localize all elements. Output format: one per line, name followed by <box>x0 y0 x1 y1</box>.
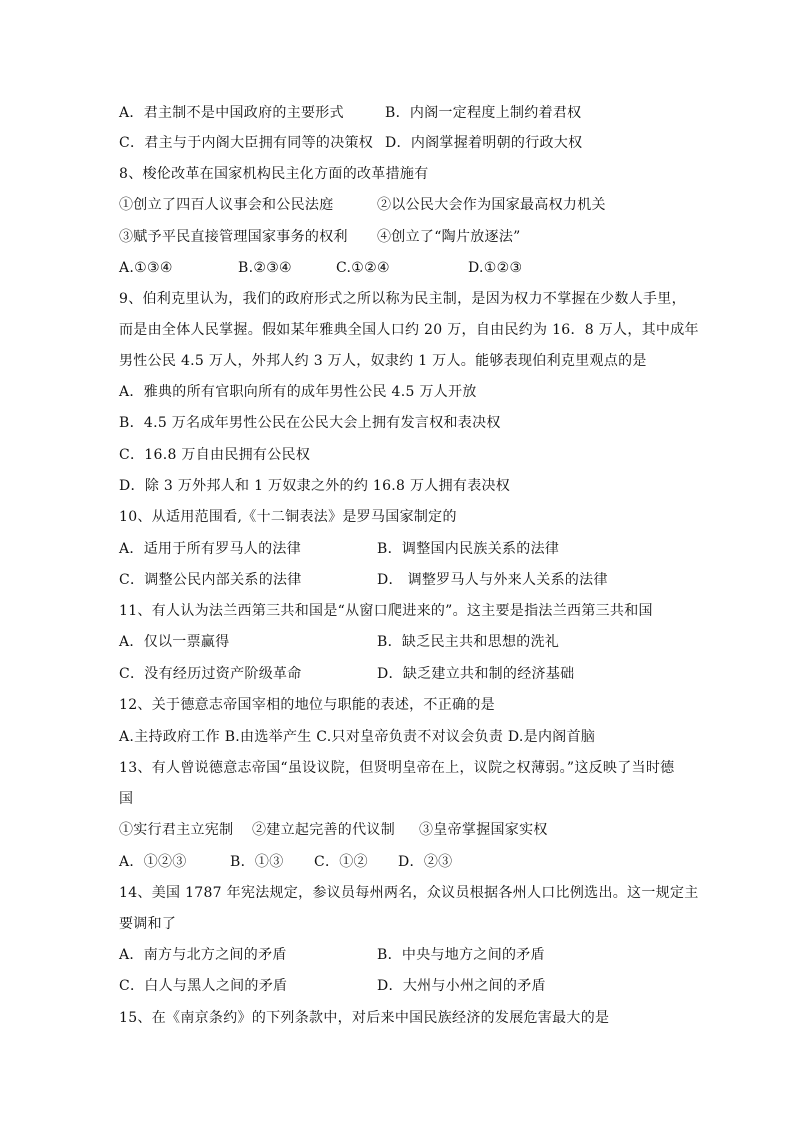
option-d: D．缺乏建立共和制的经济基础 <box>377 666 575 682</box>
option-b: B．4.5 万名成年男性公民在公民大会上拥有发言权和表决权 <box>119 415 501 431</box>
question-9-stem: 而是由全体人民掌握。假如某年雅典全国人口约 20 万，自由民约为 16．8 万人，其中成年 <box>119 322 699 338</box>
option-c: C.①②④ <box>336 260 390 276</box>
option-d: D．②③ <box>398 854 453 870</box>
option-d: D．除 3 万外邦人和 1 万奴隶之外的约 16.8 万人拥有表决权 <box>119 478 511 494</box>
option-a: A．雅典的所有官职向所有的成年男性公民 4.5 万人开放 <box>119 384 477 400</box>
option-b: B．①③ <box>230 854 284 870</box>
option-a: A．仅以一票赢得 <box>119 634 230 650</box>
option-a: A.①③④ <box>119 260 173 276</box>
question-9-stem: 9、伯利克里认为，我们的政府形式之所以称为民主制，是因为权力不掌握在少数人手里， <box>119 291 686 307</box>
statement-1: ①实行君主立宪制 <box>119 822 234 838</box>
option-c: C．16.8 万自由民拥有公民权 <box>119 447 311 463</box>
question-14-stem: 要调和了 <box>119 916 177 932</box>
option-c: C．调整公民内部关系的法律 <box>119 572 302 588</box>
option-a: A．君主制不是中国政府的主要形式 <box>119 105 344 121</box>
option-a: A．南方与北方之间的矛盾 <box>119 947 287 963</box>
question-15-stem: 15、在《南京条约》的下列条款中，对后来中国民族经济的发展危害最大的是 <box>119 1010 610 1026</box>
question-11-stem: 11、有人认为法兰西第三共和国是“从窗口爬进来的”。这主要是指法兰西第三共和国 <box>119 603 653 619</box>
question-9-stem: 男性公民 4.5 万人，外邦人约 3 万人，奴隶约 1 万人。能够表现伯利克里观点的是 <box>119 353 647 369</box>
option-c: C．君主与于内阁大臣拥有同等的决策权 <box>119 135 374 151</box>
option-c: C．白人与黑人之间的矛盾 <box>119 978 288 994</box>
option-c: C．①② <box>314 854 368 870</box>
statement-3: ③皇帝掌握国家实权 <box>419 822 548 838</box>
statement-3: ③赋予平民直接管理国家事务的权利 <box>119 229 348 245</box>
option-b: B．中央与地方之间的矛盾 <box>377 947 545 963</box>
option-c: C．没有经历过资产阶级革命 <box>119 666 302 682</box>
option-a: A．适用于所有罗马人的法律 <box>119 541 302 557</box>
question-8-stem: 8、梭伦改革在国家机构民主化方面的改革措施有 <box>119 166 429 182</box>
question-10-stem: 10、从适用范围看,《十二铜表法》是罗马国家制定的 <box>119 509 457 525</box>
option-b: B.②③④ <box>238 260 292 276</box>
option-row: A.主持政府工作 B.由选举产生 C.只对皇帝负责不对议会负责 D.是内阁首脑 <box>119 729 596 745</box>
option-b: B．调整国内民族关系的法律 <box>377 541 560 557</box>
question-14-stem: 14、美国 1787 年宪法规定，参议员每州两名，众议员根据各州人口比例选出。这一规定主 <box>119 885 699 901</box>
option-a: A．①②③ <box>119 854 187 870</box>
option-d: D．大州与小州之间的矛盾 <box>377 978 546 994</box>
statement-1: ①创立了四百人议事会和公民法庭 <box>119 197 334 213</box>
question-12-stem: 12、关于德意志帝国宰相的地位与职能的表述，不正确的是 <box>119 697 495 713</box>
option-b: B．缺乏民主共和思想的洗礼 <box>377 634 560 650</box>
option-d: D． 调整罗马人与外来人关系的法律 <box>377 572 608 588</box>
question-13-stem: 13、有人曾说德意志帝国“虽设议院，但贤明皇帝在上，议院之权薄弱。”这反映了当时德 <box>119 760 675 776</box>
option-d: D．内阁掌握着明朝的行政大权 <box>385 135 583 151</box>
statement-4: ④创立了“陶片放逐法” <box>377 229 521 245</box>
option-b: B．内阁一定程度上制约着君权 <box>385 105 582 121</box>
option-d: D.①②③ <box>468 260 523 276</box>
statement-2: ②建立起完善的代议制 <box>252 822 395 838</box>
question-13-stem: 国 <box>119 791 134 807</box>
statement-2: ②以公民大会作为国家最高权力机关 <box>377 197 606 213</box>
